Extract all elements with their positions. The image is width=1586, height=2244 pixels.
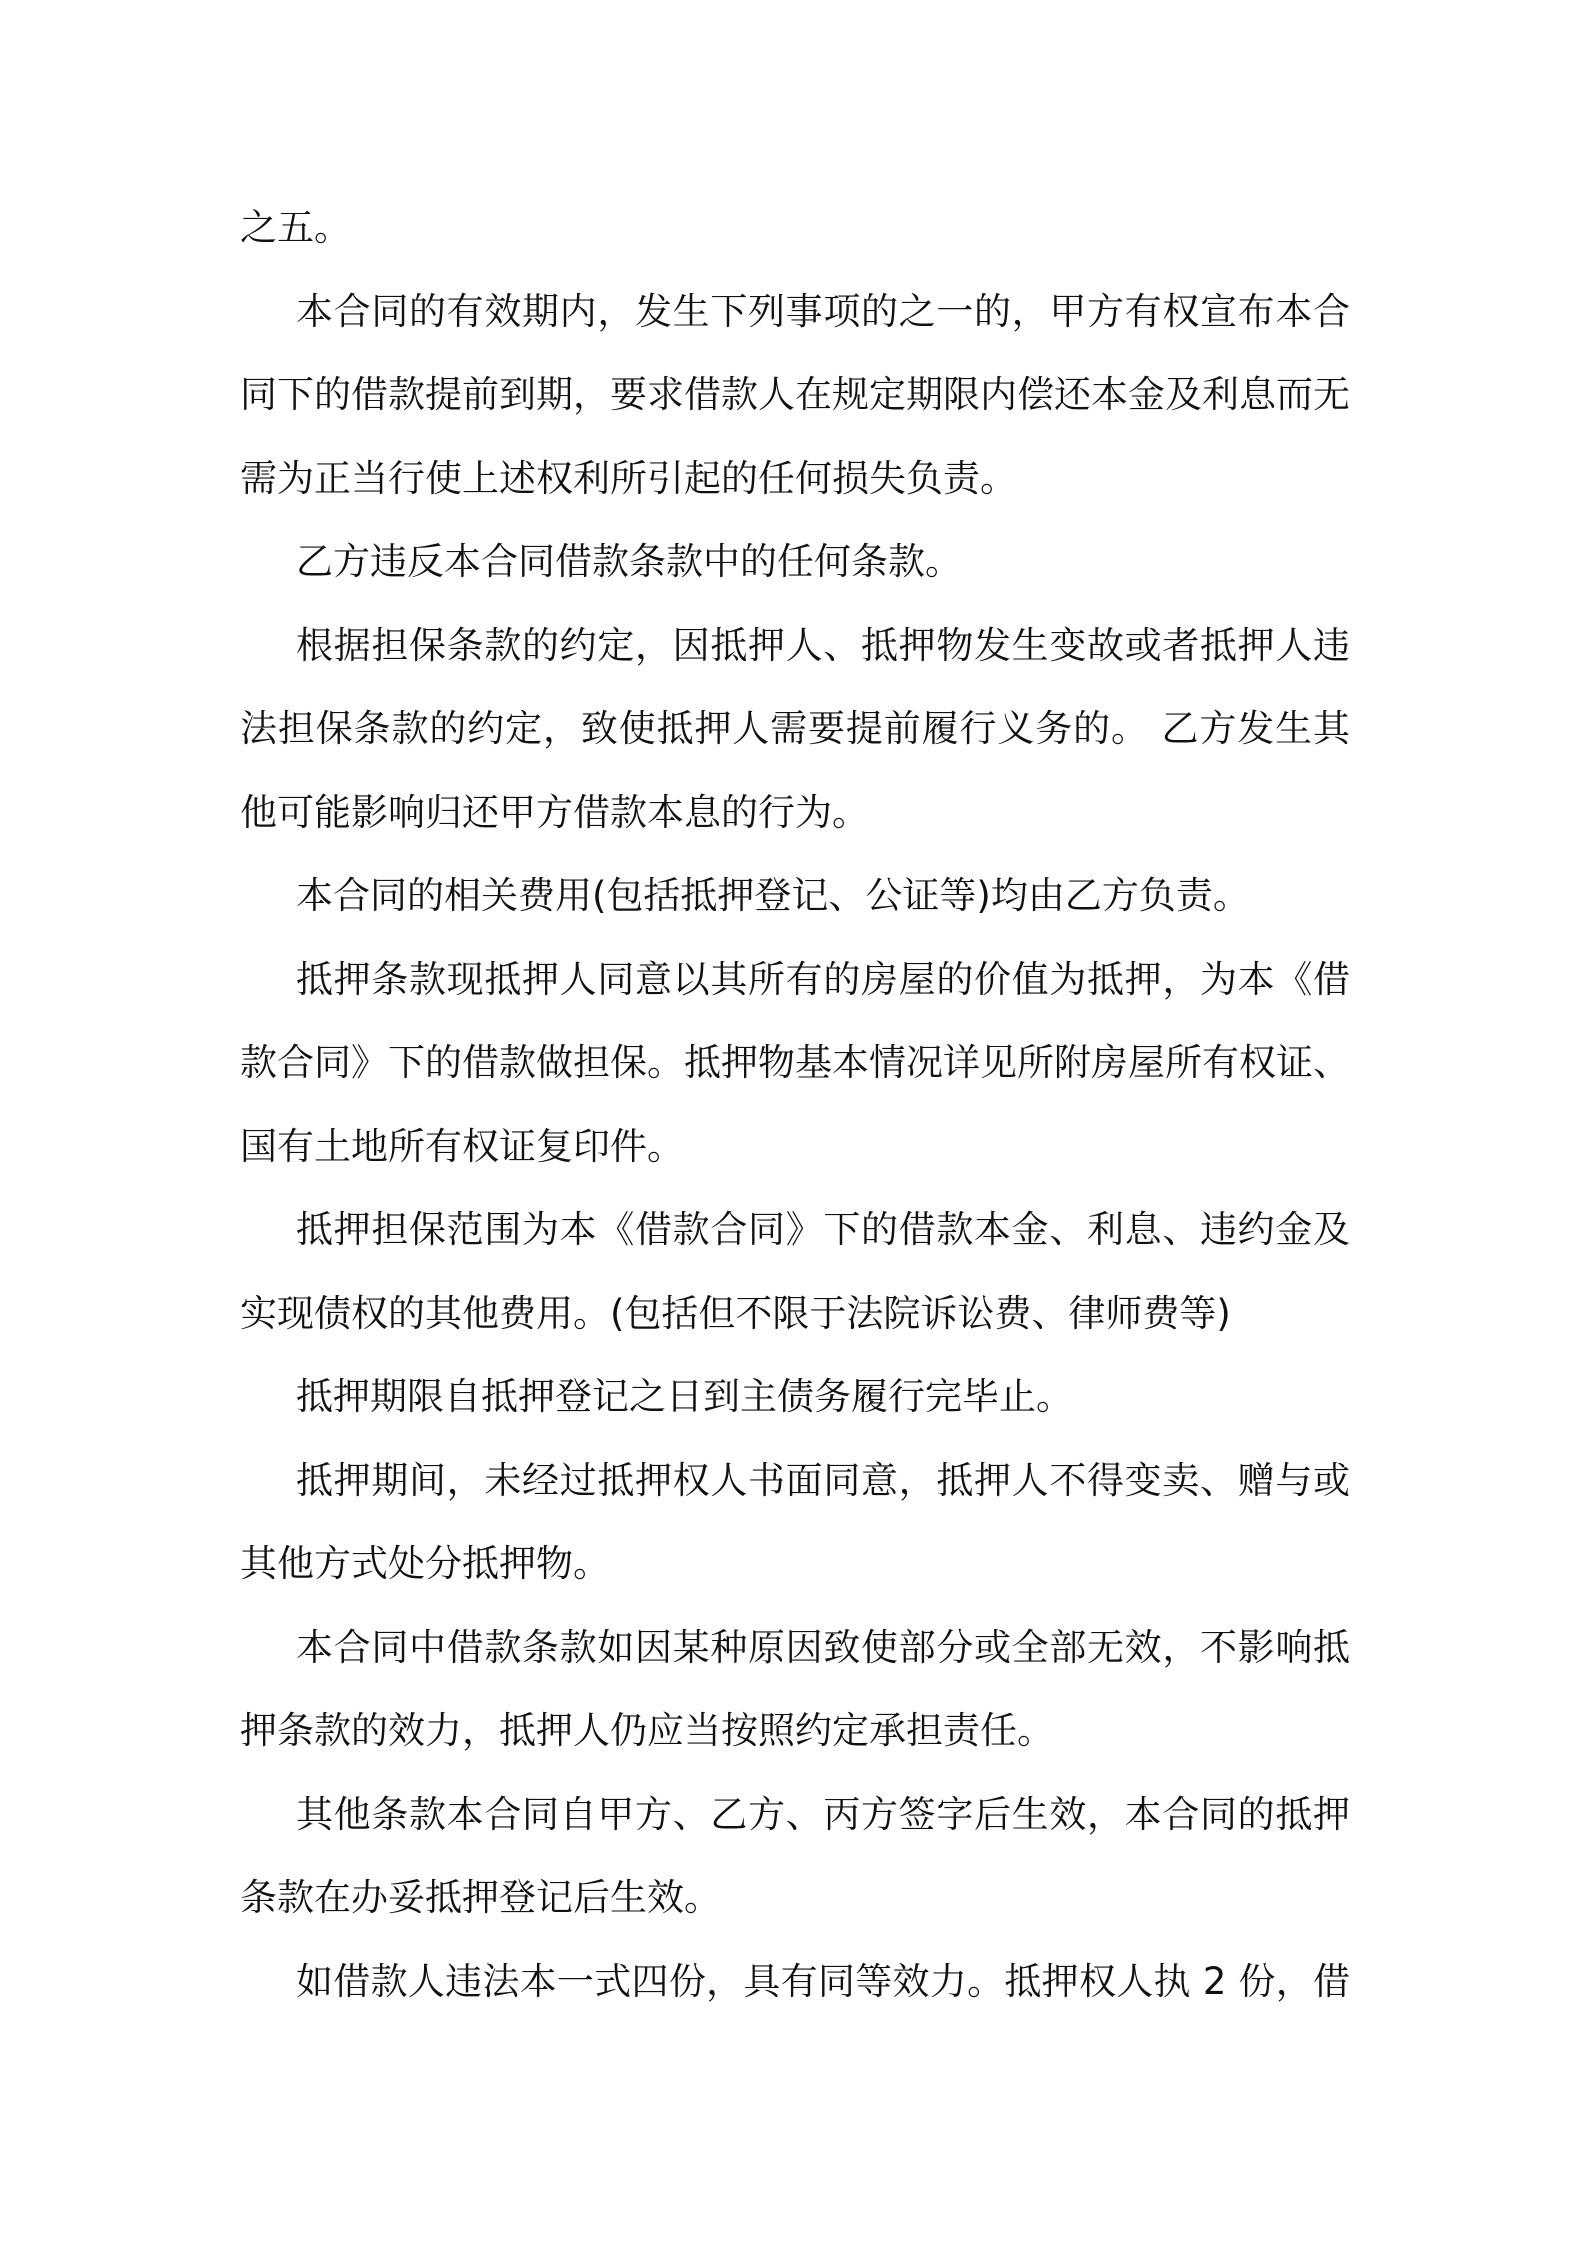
text-line-5: 乙方违反本合同借款条款中的任何条款。 (296, 540, 962, 583)
text-line-20: 其他条款本合同自甲方、乙方、丙方签字后生效，本合同的抵押 (296, 1792, 1350, 1836)
text-line-19: 押条款的效力，抵押人仍应当按照约定承担责任。 (240, 1709, 1054, 1752)
text-line-14: 实现债权的其他费用。(包括但不限于法院诉讼费、律师费等) (240, 1291, 1231, 1335)
text-line-11: 款合同》下的借款做担保。抵押物基本情况详见所附房屋所有权证、 (240, 1041, 1350, 1084)
text-line-8: 他可能影响归还甲方借款本息的行为。 (240, 790, 869, 834)
text-line-15: 抵押期限自抵押登记之日到主债务履行完毕止。 (296, 1375, 1073, 1418)
text-line-2: 本合同的有效期内，发生下列事项的之一的，甲方有权宣布本合 (296, 289, 1350, 333)
text-line-18: 本合同中借款条款如因某种原因致使部分或全部无效，不影响抵 (296, 1625, 1350, 1669)
text-line-10: 抵押条款现抵押人同意以其所有的房屋的价值为抵押，为本《借 (296, 957, 1350, 1001)
text-line-9: 本合同的相关费用(包括抵押登记、公证等)均由乙方负责。 (296, 874, 1250, 917)
text-line-22: 如借款人违法本一式四份，具有同等效力。抵押权人执 2 份，借 (296, 1959, 1350, 2003)
text-line-21: 条款在办妥抵押登记后生效。 (240, 1876, 721, 1919)
text-line-17: 其他方式处分抵押物。 (240, 1542, 610, 1585)
text-line-6: 根据担保条款的约定，因抵押人、抵押物发生变故或者抵押人违 (296, 623, 1350, 667)
text-line-4: 需为正当行使上述权利所引起的任何损失负责。 (240, 456, 1017, 500)
text-line-3: 同下的借款提前到期，要求借款人在规定期限内偿还本金及利息而无 (240, 373, 1350, 416)
text-line-13: 抵押担保范围为本《借款合同》下的借款本金、利息、违约金及 (296, 1208, 1350, 1251)
text-line-12: 国有土地所有权证复印件。 (240, 1124, 684, 1168)
text-line-7: 法担保条款的约定，致使抵押人需要提前履行义务的。 乙方发生其 (240, 707, 1350, 750)
document-page (240, 186, 1350, 2023)
text-line-1: 之五。 (240, 206, 351, 249)
text-line-16: 抵押期间，未经过抵押权人书面同意，抵押人不得变卖、赠与或 (296, 1458, 1350, 1502)
